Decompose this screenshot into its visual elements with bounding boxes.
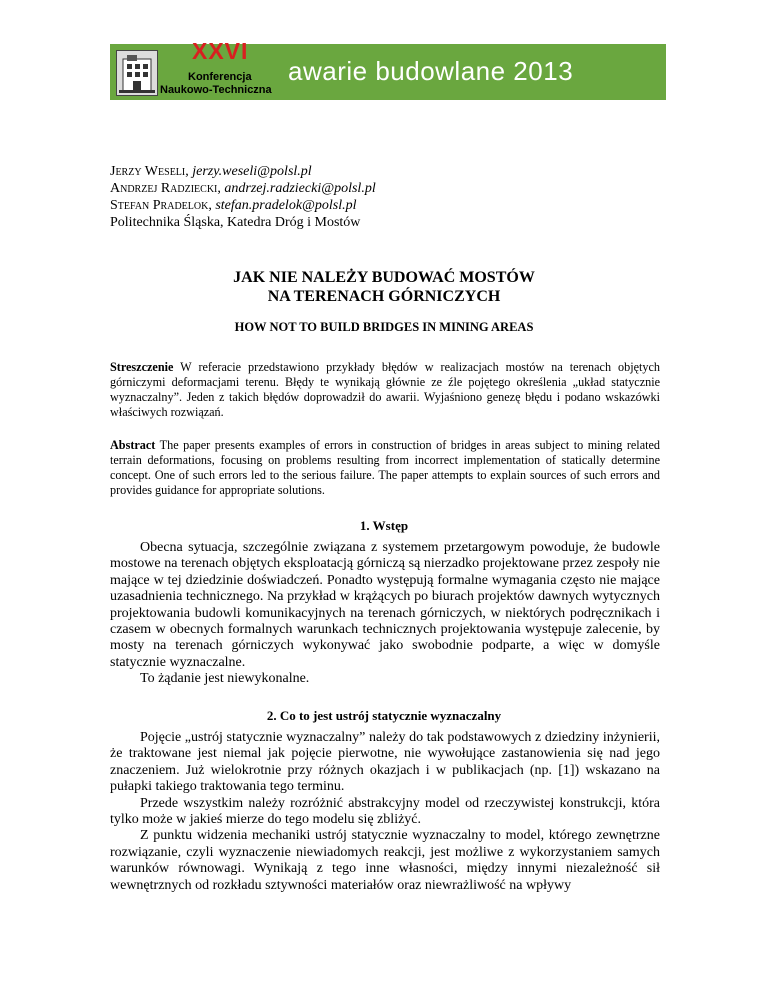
conference-number: XXVI [192, 38, 249, 64]
paragraph: Z punktu widzenia mechaniki ustrój statycznie wyznaczalny to model, którego zewnętrzne rozwiązanie, czyli wyznaczenie niewiadomych reakcji, jest możliwe z wykorzystaniem samych warunków równowagi. Wynikają z tego inne własności, między innymi niezależność sił wewnętrznych od rozkładu sztywności materiałów oraz niewrażliwość na wpływy [110, 828, 660, 893]
paper-title-en: HOW NOT TO BUILD BRIDGES IN MINING AREAS [234, 320, 534, 334]
conference-label: Konferencja [188, 71, 252, 83]
streszczenie [110, 360, 660, 420]
author-line: Andrzej Radziecki, andrzej.radziecki@polsl.pl [110, 181, 376, 196]
abstract-label: Abstract [110, 438, 156, 452]
author-line: Jerzy Weseli, jerzy.weseli@polsl.pl [110, 164, 312, 179]
paper-title [0, 268, 768, 306]
conference-title: awarie budowlane 2013 [288, 56, 574, 86]
author-line: Stefan Pradelok, stefan.pradelok@polsl.pl [110, 198, 357, 213]
paragraph: To żądanie jest niewykonalne. [140, 671, 310, 687]
author-email: stefan.pradelok@polsl.pl [215, 198, 357, 213]
title-line: NA TERENACH GÓRNICZYCH [267, 288, 501, 305]
streszczenie-label: Streszczenie [110, 360, 174, 374]
section-1-body [110, 540, 660, 688]
streszczenie-text: W referacie przedstawiono przykłady błędów w realizacjach mostów na terenach objętych górniczymi deformacjami terenu. Błędy te wynikają głównie ze źle pojętego określenia „układ statycznie wyznaczalny”. Jeden z takich błędów doprowadził do awarii. Wyjaśniono genezę błędu i podano wskazówki właściwych rozwiązań. [110, 360, 661, 419]
author-email: andrzej.radziecki@polsl.pl [224, 181, 376, 196]
affiliation: Politechnika Śląska, Katedra Dróg i Mostów [110, 215, 361, 230]
building-logo-icon [116, 50, 158, 96]
abstract [110, 438, 660, 498]
conference-type: Naukowo-Techniczna [160, 84, 272, 96]
author-email: jerzy.weseli@polsl.pl [192, 164, 312, 179]
paragraph: Przede wszystkim należy rozróżnić abstrakcyjny model od rzeczywistej konstrukcji, która tylko może w jakieś mierze do tego modelu się zbliżyć. [110, 795, 660, 828]
paragraph: Pojęcie „ustrój statycznie wyznaczalny” należy do tak podstawowych z dziedziny inżynierii, że traktowane jest niemal jak pojęcie pierwotne, nie wywołujące zastanowienia się nad jego znaczeniem. Już wielokrotnie przy różnych okazjach i w publikacjach (np. [1]) wskazano na pułapki takiego traktowania tego terminu. [110, 730, 660, 795]
paragraph: Obecna sytuacja, szczególnie związana z systemem przetargowym powoduje, że budowle mostowe na terenach objętych eksploatacją górniczą są nierzadko projektowane przez zespoły nie mające w tej dziedzinie doświadczeń. Ponadto występują formalne wymagania często nie mające uzasadnienia technicznego. Na przykład w krążących po biurach projektów dawnych wytycznych projektowania budowli komunikacyjnych na terenach górniczych, w niektórych podręcznikach i czasem w obecnych formalnych warunkach technicznych projektowania występuje zalecenie, by mosty na terenach górniczych wykonywać jako swobodnie podparte, a więc w domyśle statycznie wyznaczalne. [110, 540, 660, 670]
author-name: Andrzej Radziecki [110, 181, 218, 196]
author-name: Jerzy Weseli [110, 164, 186, 179]
title-line: JAK NIE NALEŻY BUDOWAĆ MOSTÓW [233, 269, 535, 286]
author-block [110, 163, 376, 231]
conference-banner [110, 38, 666, 100]
section-2-heading: 2. Co to jest ustrój statycznie wyznaczalny [266, 708, 502, 723]
section-1-heading: 1. Wstęp [359, 518, 409, 533]
section-2-body [110, 730, 660, 894]
author-name: Stefan Pradelok [110, 198, 209, 213]
abstract-text: The paper presents examples of errors in construction of bridges in areas subject to mining related terrain deformations, focusing on problems resulting from incorrect implementation of statically determine concept. One of such errors led to the serious failure. The paper attempts to explain sources of such errors and provides guidance for appropriate solutions. [110, 438, 660, 497]
